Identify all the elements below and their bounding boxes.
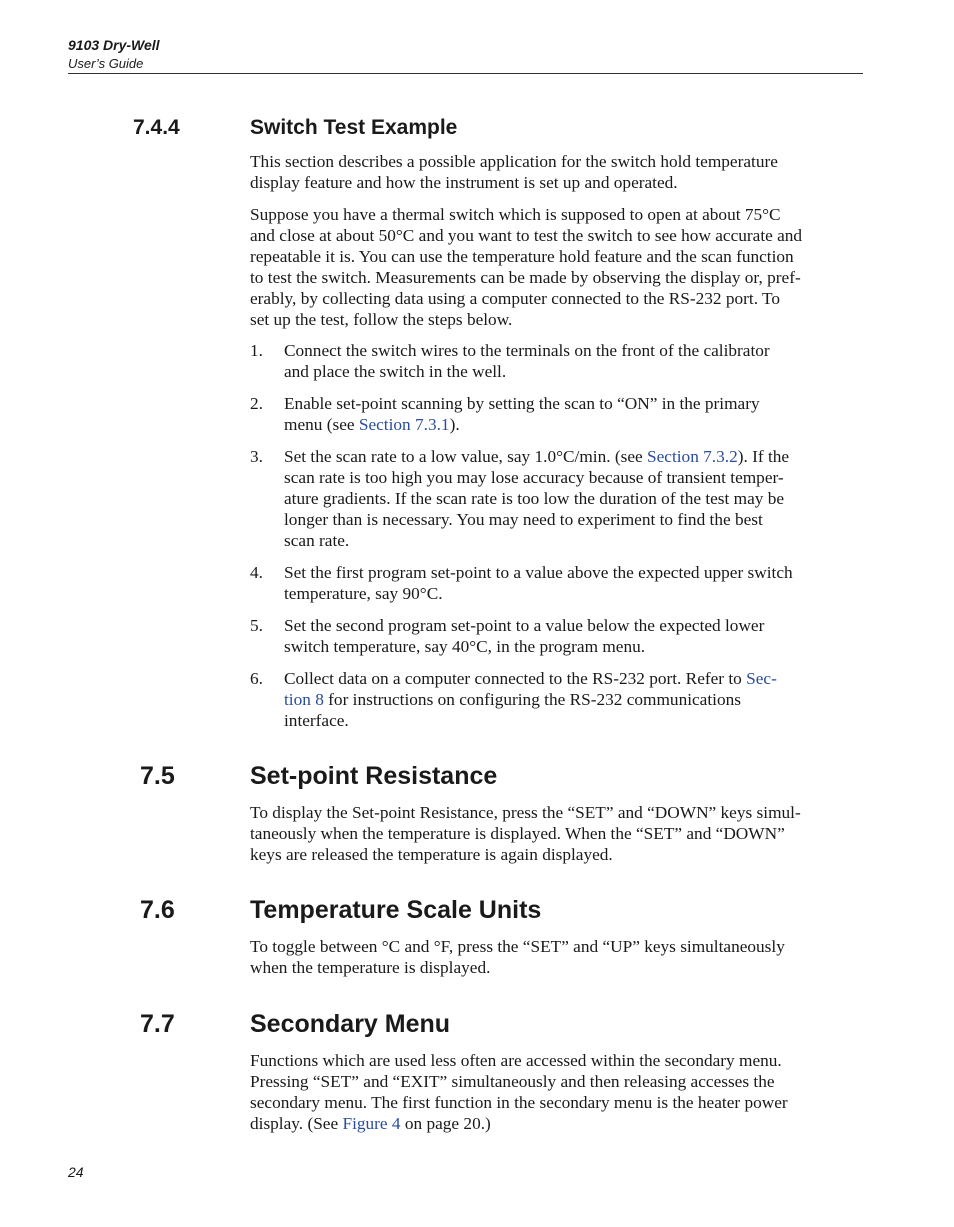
text-line: Pressing “SET” and “EXIT” simultaneously and then releasing accesses the bbox=[250, 1071, 775, 1091]
link-figure-4[interactable]: Figure 4 bbox=[342, 1113, 401, 1133]
text-line: switch temperature, say 40°C, in the program menu. bbox=[284, 636, 646, 656]
text-line bbox=[284, 690, 854, 711]
text-line: Enable set-point scanning by setting the scan to “ON” in the primary bbox=[284, 394, 760, 413]
text-line: repeatable it is. You can use the temperature hold feature and the scan function bbox=[250, 246, 794, 266]
text-line: scan rate is too high you may lose accuracy because of transient temper- bbox=[284, 467, 784, 487]
paragraph-thermal-switch bbox=[250, 205, 875, 330]
list-number: 2. bbox=[250, 394, 263, 413]
text-line: keys are released the temperature is again displayed. bbox=[250, 844, 613, 864]
paragraph-secondary-menu bbox=[250, 1051, 875, 1135]
text-line: to test the switch. Measurements can be made by observing the display or, pref- bbox=[250, 267, 801, 287]
text-span: ). bbox=[449, 414, 460, 434]
text-line: secondary menu. The first function in the secondary menu is the heater power bbox=[250, 1092, 788, 1112]
text-line: ature gradients. If the scan rate is too low the duration of the test may be bbox=[284, 488, 785, 508]
text-line: taneously when the temperature is displayed. When the “SET” and “DOWN” bbox=[250, 823, 785, 843]
list-number: 6. bbox=[250, 669, 263, 688]
text-line: scan rate. bbox=[284, 530, 350, 550]
section-number-7-5: 7.5 bbox=[140, 762, 175, 790]
text-line: Suppose you have a thermal switch which is supposed to open at about 75°C bbox=[250, 205, 781, 224]
text-line: To toggle between °C and °F, press the “SET” and “UP” keys simultaneously bbox=[250, 937, 785, 956]
section-title-switch-test-example: Switch Test Example bbox=[250, 116, 458, 139]
text-line: This section describes a possible application for the switch hold temperature bbox=[250, 152, 778, 171]
link-section-7-3-1[interactable]: Section 7.3.1 bbox=[358, 414, 450, 434]
section-number-7-7: 7.7 bbox=[140, 1010, 175, 1038]
section-number-7-6: 7.6 bbox=[140, 896, 175, 924]
link-section-8-part2[interactable]: tion 8 bbox=[284, 689, 324, 709]
header-rule bbox=[68, 73, 863, 74]
link-section-7-3-2[interactable]: Section 7.3.2 bbox=[647, 447, 738, 466]
text-line: interface. bbox=[284, 710, 349, 730]
section-title-temperature-scale-units: Temperature Scale Units bbox=[250, 896, 542, 924]
running-header-title: 9103 Dry-Well bbox=[68, 37, 160, 53]
text-span: Collect data on a computer connected to the RS-232 port. Refer to bbox=[284, 669, 747, 688]
list-number: 3. bbox=[250, 447, 263, 466]
list-number: 5. bbox=[250, 616, 263, 635]
text-line bbox=[284, 447, 854, 468]
text-line: and place the switch in the well. bbox=[284, 361, 507, 381]
text-line: longer than is necessary. You may need to experiment to find the best bbox=[284, 509, 763, 529]
section-title-set-point-resistance: Set-point Resistance bbox=[250, 762, 498, 790]
text-line: erably, by collecting data using a computer connected to the RS-232 port. To bbox=[250, 288, 781, 308]
list-number: 4. bbox=[250, 563, 263, 582]
text-span: menu (see bbox=[284, 414, 359, 434]
text-span: Set the scan rate to a low value, say 1.0°C/min. (see bbox=[284, 447, 647, 466]
section-number-7-4-4: 7.4.4 bbox=[133, 116, 180, 139]
text-line: To display the Set-point Resistance, press the “SET” and “DOWN” keys simul- bbox=[250, 803, 801, 822]
text-line: Set the second program set-point to a value below the expected lower bbox=[284, 616, 765, 635]
running-header-subtitle: User’s Guide bbox=[68, 56, 144, 71]
text-line: Functions which are used less often are accessed within the secondary menu. bbox=[250, 1051, 782, 1070]
link-section-8-part1[interactable]: Sec- bbox=[746, 669, 777, 688]
text-line: set up the test, follow the steps below. bbox=[250, 309, 513, 329]
text-line bbox=[250, 1114, 875, 1135]
list-number: 1. bbox=[250, 341, 263, 360]
paragraph-set-point-resistance bbox=[250, 803, 875, 866]
text-span: ). If the bbox=[737, 447, 790, 466]
text-line: Set the first program set-point to a value above the expected upper switch bbox=[284, 563, 793, 582]
text-line: and close at about 50°C and you want to test the switch to see how accurate and bbox=[250, 225, 803, 245]
page-number: 24 bbox=[68, 1164, 84, 1180]
text-span: for instructions on configuring the RS-232 communications bbox=[323, 689, 741, 709]
paragraph-intro bbox=[250, 152, 875, 194]
text-line: temperature, say 90°C. bbox=[284, 583, 443, 603]
paragraph-temperature-scale-units bbox=[250, 937, 875, 979]
text-line: Connect the switch wires to the terminals on the front of the calibrator bbox=[284, 341, 770, 360]
text-line: when the temperature is displayed. bbox=[250, 957, 491, 977]
text-line bbox=[284, 415, 854, 436]
text-line: display feature and how the instrument is set up and operated. bbox=[250, 172, 678, 192]
text-span: on page 20.) bbox=[400, 1113, 491, 1133]
text-span: display. (See bbox=[250, 1113, 343, 1133]
section-title-secondary-menu: Secondary Menu bbox=[250, 1010, 451, 1038]
text-line bbox=[284, 669, 854, 690]
